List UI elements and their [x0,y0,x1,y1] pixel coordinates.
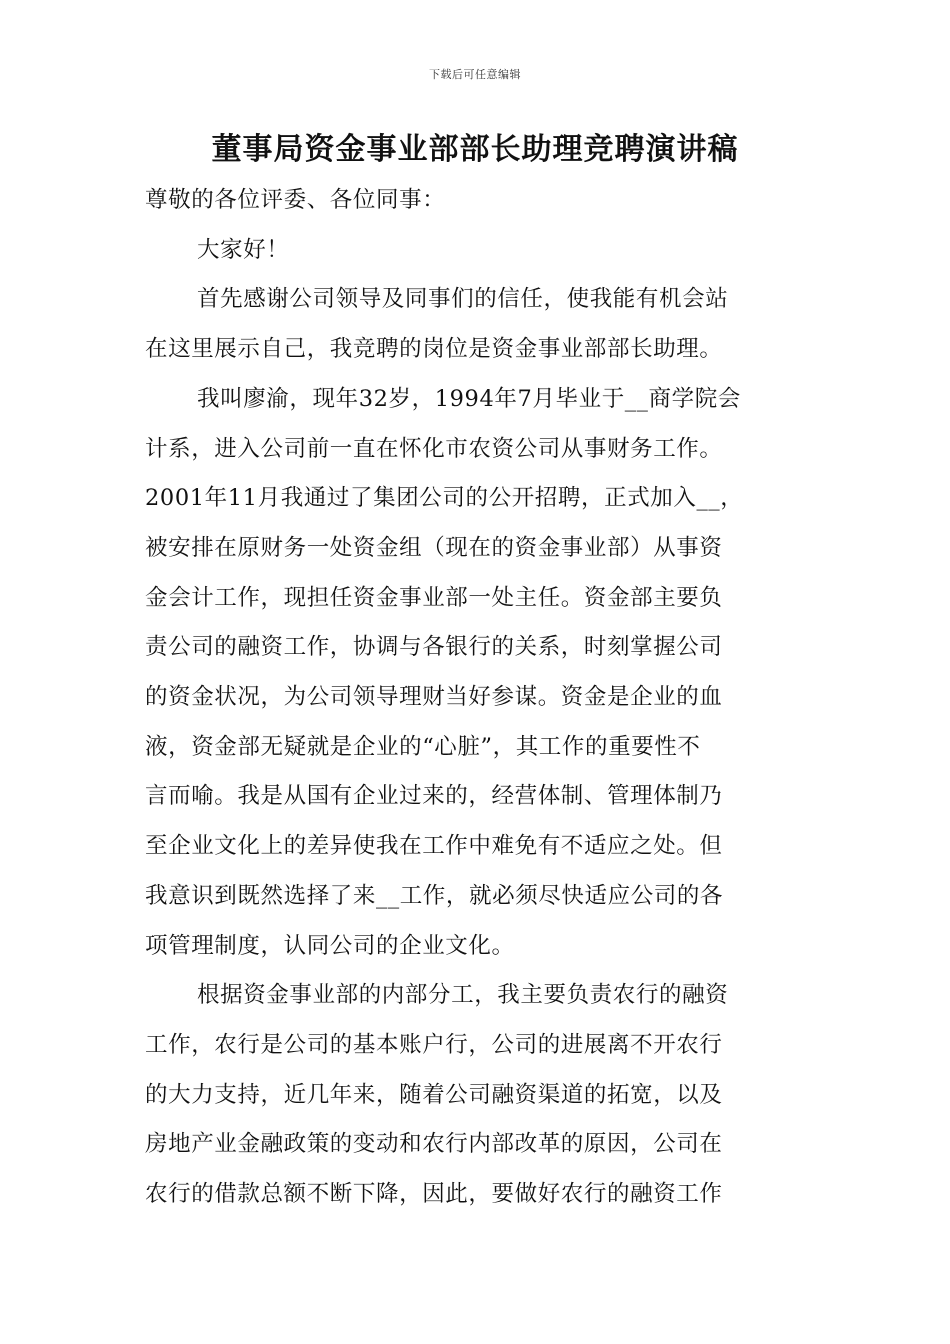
text-line: 我意识到既然选择了来__工作，就必须尽快适应公司的各 [145,882,724,909]
text-line: 计系，进入公司前一直在怀化市农资公司从事财务工作。 [145,435,723,462]
text-line: 责公司的融资工作，协调与各银行的关系，时刻掌握公司 [145,634,723,661]
text-line: 工作，农行是公司的基本账户行，公司的进展离不开农行 [145,1031,723,1058]
paragraph-thanks [145,275,810,374]
text-line: 我叫廖渝，现年32岁，1994年7月毕业于__商学院会 [197,385,741,412]
text-line: 项管理制度，认同公司的企业文化。 [145,932,515,959]
text-line: 房地产业金融政策的变动和农行内部改革的原因，公司在 [145,1131,723,1158]
header-note: 下载后可任意编辑 [429,68,521,81]
text-line: 言而喻。我是从国有企业过来的，经营体制、管理体制乃 [145,783,723,810]
paragraph-introduction [145,375,810,971]
text-line: 在这里展示自己，我竞聘的岗位是资金事业部部长助理。 [145,336,723,363]
greeting-paragraph [145,226,810,276]
page-title: 董事局资金事业部部长助理竞聘演讲稿 [211,132,739,167]
text-line: 至企业文化上的差异使我在工作中难免有不适应之处。但 [145,833,723,860]
paragraph-responsibilities [145,971,810,1220]
text-line: 的大力支持，近几年来，随着公司融资渠道的拓宽，以及 [145,1081,723,1108]
text-line: 被安排在原财务一处资金组（现在的资金事业部）从事资 [145,534,723,561]
text-line: 金会计工作，现担任资金事业部一处主任。资金部主要负 [145,584,723,611]
text-line: 的资金状况，为公司领导理财当好参谋。资金是企业的血 [145,684,723,711]
text-line: 根据资金事业部的内部分工，我主要负责农行的融资 [197,982,729,1009]
text-line: 2001年11月我通过了集团公司的公开招聘，正式加入__， [145,485,744,512]
salutation-paragraph [145,176,810,226]
speech-body [145,176,810,1220]
text-line: 农行的借款总额不断下降，因此，要做好农行的融资工作 [145,1181,723,1208]
text-line: 大家好！ [197,236,290,263]
text-line: 尊敬的各位评委、各位同事： [145,187,446,213]
text-line: 液，资金部无疑就是企业的“心脏”，其工作的重要性不 [145,733,701,760]
text-line: 首先感谢公司领导及同事们的信任，使我能有机会站 [197,286,729,313]
